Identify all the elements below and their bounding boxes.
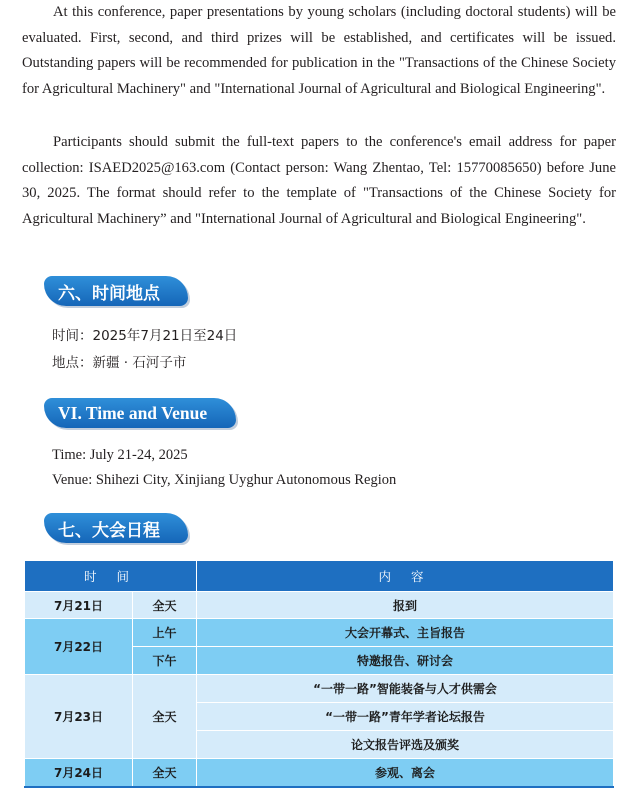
section6-en-heading: VI. Time and Venue: [44, 398, 236, 428]
period-cell: 全天: [133, 675, 197, 759]
content-cell: 报到: [197, 592, 614, 619]
section6-cn-heading: 六、时间地点: [44, 276, 188, 306]
period-cell: 全天: [133, 759, 197, 788]
content-cell: 论文报告评选及颁奖: [197, 731, 614, 759]
content-cell: “一带一路”青年学者论坛报告: [197, 703, 614, 731]
table-row: [25, 675, 614, 703]
schedule-table: [24, 560, 614, 788]
period-cell: 下午: [133, 647, 197, 675]
award-paragraph: At this conference, paper presentations by young scholars (including doctoral students) will be evaluated. First, second, and third prizes will be established, and certificates will be issued. Outstanding papers will be recommended for publication in the "Transactions of the Chinese Society for Agricultural Machinery" and "International Journal of Agricultural and Biological Engineering".: [22, 4, 616, 97]
content-cell: 参观、离会: [197, 759, 614, 788]
period-cell: 全天: [133, 592, 197, 619]
table-row: [25, 592, 614, 619]
date-cell: 7月22日: [25, 619, 133, 675]
venue-en: Venue: Shihezi City, Xinjiang Uyghur Autonomous Region: [52, 472, 397, 488]
content-cell: 大会开幕式、主旨报告: [197, 619, 614, 647]
table-row: [25, 759, 614, 788]
venue-cn: 地点：新疆 · 石河子市: [52, 355, 187, 371]
content-cell: 特邀报告、研讨会: [197, 647, 614, 675]
submission-paragraph: Participants should submit the full-text papers to the conference's email address for paper collection: ISAED2025@163.com (Contact person: Wang Zhentao, Tel: 15770085650) before June 30, 2025. The format should refer to the template of "Transactions of the Chinese Society for Agricultural Machinery” and "International Journal of Agricultural and Biological Engineering".: [22, 134, 616, 227]
content-cell: “一带一路”智能装备与人才供需会: [197, 675, 614, 703]
date-cell: 7月21日: [25, 592, 133, 619]
date-cell: 7月24日: [25, 759, 133, 788]
date-cell: 7月23日: [25, 675, 133, 759]
time-cn: 时间：2025年7月21日至24日: [52, 328, 238, 344]
header-content: 内 容: [197, 561, 614, 592]
section7-cn-heading: 七、大会日程: [44, 513, 188, 543]
time-en: Time: July 21-24, 2025: [52, 447, 188, 463]
header-time: 时 间: [25, 561, 197, 592]
table-row: [25, 619, 614, 647]
period-cell: 上午: [133, 619, 197, 647]
schedule-header-row: [25, 561, 614, 592]
